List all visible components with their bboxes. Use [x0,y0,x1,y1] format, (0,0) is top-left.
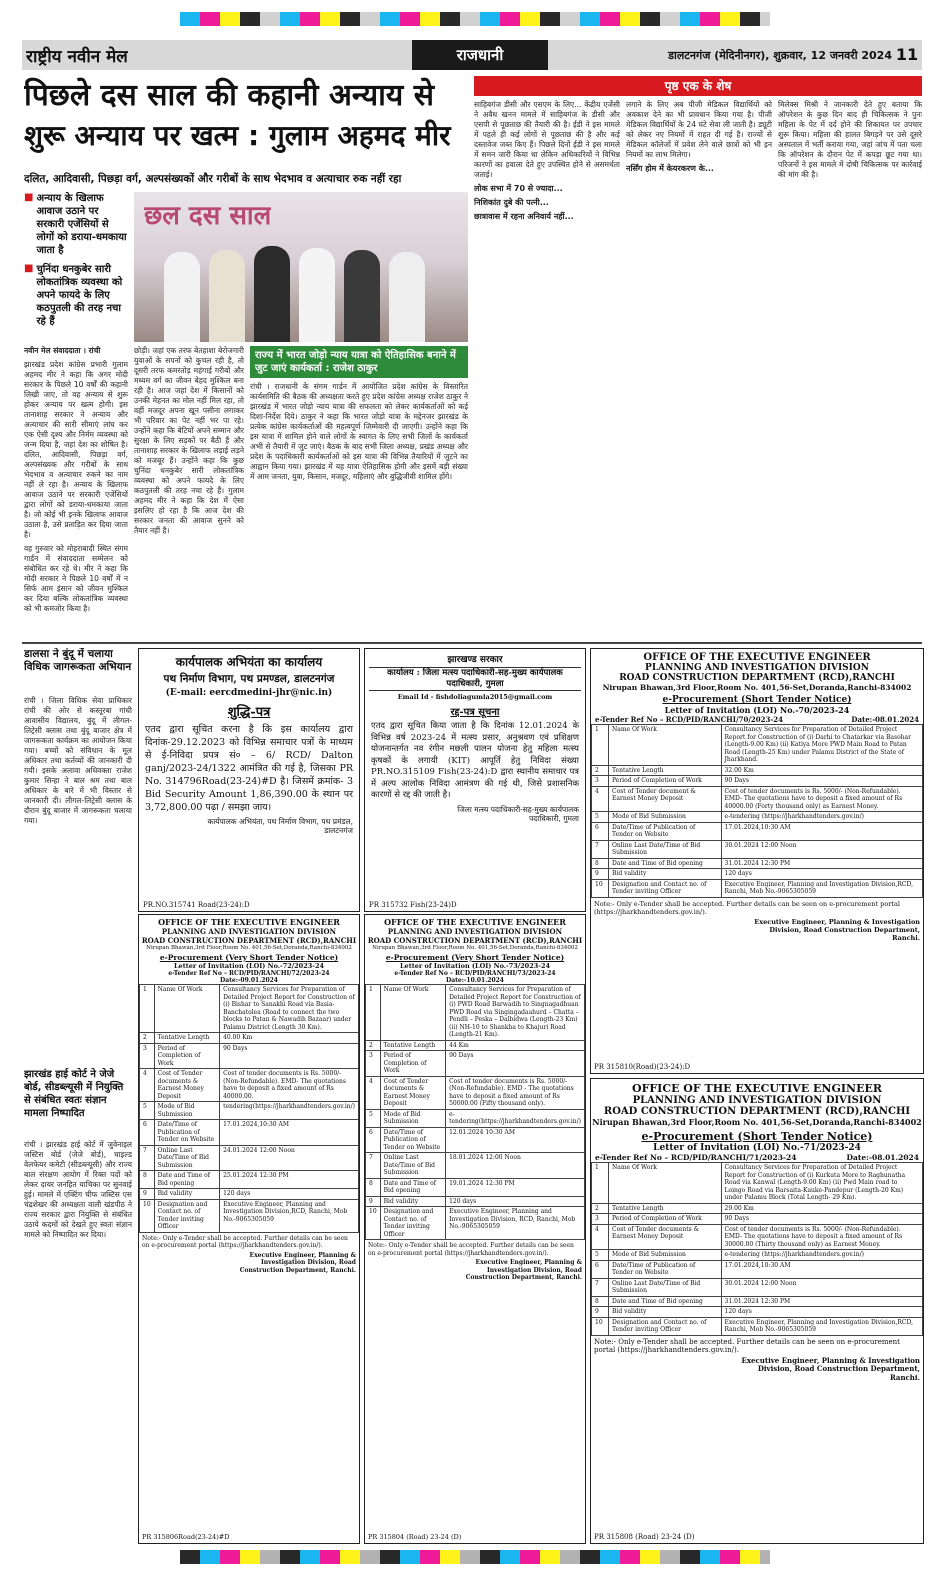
tender-row [366,1051,585,1077]
tender-row-label: Designation and Contact no. of Tender inviting Officer [154,1199,219,1232]
tender-72-ad [138,914,360,1544]
dateline: डालटनगंज (मेदिनीनगर), शुक्रवार, 12 जनवरी 2024 [668,49,892,62]
tender-row [366,1196,585,1207]
tender-row-label: Bid validity [609,869,722,880]
tender-row-value: 19.01.2024 12:30 PM [446,1178,585,1196]
tender-row-label: Date and Time of Bid opening [154,1171,219,1189]
tender-table [139,984,359,1233]
continued-subhead: लोक सभा में 70 से ज्यादा... [474,184,563,193]
tender-row-label: Date and Time of Bid opening [609,1296,722,1307]
tender-row [592,1163,923,1204]
section-label: राजधानी [456,46,504,64]
tender-row-label: Online Last Date/Time of Bid Submission [609,840,722,858]
tender-row [140,1120,359,1146]
tender-row [592,822,923,840]
lead-body-para: वह गुरुवार को मोहराबादी स्थित संगम गार्डन में संवाददाता सम्मेलन को संबोधित कर रहे थे। मीर ने कहा कि मोदी सरकार ने पिछले 10 वर्षों में न सिर्फ आम इंसान को जीवन मुश्किल कर दिया बल्कि लोकतांत्रिक व्यवस्था को भी कमजोर किया है। [24,544,128,613]
tender-signature: Executive Engineer, Planning & Investigation Division, Road Construction Department, Ranchi. [465,1259,582,1281]
tender-row-label: Online Last Date/Time of Bid Submission [380,1153,445,1179]
tender-row-number: 6 [592,1260,609,1278]
section-divider [22,642,922,644]
cancel-gov: झारखण्ड सरकार [447,655,503,665]
tender-row [592,765,923,776]
continued-text: साहिबगंज डीसी और एसएम के लिए... केंद्रीय एजेंसी ने अवैध खनन मामले में साहिबगंज के डीसी और एसपी से पूछताछ की तैयारी की है। ईडी ने इस मामले में पहले ही कई लोगों से पूछताछ की है और कई दस्तावेज जब्त किए हैं। पिछले दिनों ईडी ने इस मामले में समन जारी किया था लेकिन अधिकारियों ने विभिन्न कारणों का हवाला देते हुए उपस्थित होने से असमर्थता जताई। [474,100,620,179]
tender-loi: Letter of Invitation (LOI) No.-72/2023-24 [173,962,324,970]
tender-row-number: 2 [592,765,609,776]
page-number: 11 [895,45,919,64]
tender-row [366,1109,585,1127]
lead-subhead: दलित, आदिवासी, पिछड़ा वर्ग, अल्पसंख्यकों और गरीबों के साथ भेदभाव व अत्याचार रुक नहीं रहा [24,173,402,185]
tender-row [366,1153,585,1179]
tender-table [365,984,585,1240]
tender-pr: PR 315806Road(23-24)#D [142,1533,230,1541]
tender-row-value: 90 Days [721,776,922,787]
yatra-headline: राज्य में भारत जोड़ो न्याय यात्रा को ऐतिहासिक बनाने में जुट जाएं कार्यकर्ता : राजेश ठाकुर [255,350,456,374]
tender-row-number: 4 [592,1224,609,1250]
tender-row-label: Bid validity [609,1307,722,1318]
court-body [24,1140,132,1540]
lead-headline-line2: शुरू अन्याय पर खत्म : गुलाम अहमद मीर [24,119,451,152]
tender-loi: Letter of Invitation (LOI) No.-71/2023-24 [653,1143,861,1153]
tender-row-number: 7 [592,840,609,858]
tender-row-label: Cost of Tender documents & Earnest Money Deposit [154,1069,219,1102]
tender-row-value: 31.01.2024 12:30 PM [721,858,922,869]
cancel-pr: PR 315732 Fish(23-24)D [369,901,457,909]
tender-note: Note:- Only e-Tender shall be accepted. Further details can be seen on e-procurement portal (https://jharkhandtenders.gov.in/). [594,1337,900,1354]
tender-ref-row [591,715,923,724]
tender-row-number: 4 [140,1069,155,1102]
tender-row-value: 90 Days [721,1214,922,1225]
tender-70-ad [590,648,924,1074]
tender-row-value: e-tendering (https://jharkhandtenders.gov.in/) [721,812,922,823]
tender-address: Nirupan Bhawan,3rd Floor,Room No. 401,56-Set,Doranda,Ranchi-834002 [146,945,352,951]
tender-row [366,1040,585,1051]
tender-signature: Executive Engineer, Planning & Investigation Division, Road Construction Department, Ranchi. [239,1251,356,1274]
tender-type: e-Procurement (Very Short Tender Notice) [385,953,565,962]
tender-row-number: 10 [366,1207,381,1240]
tender-row-value: Cost of tender documents is Rs. 5000/-(Non-Refundable). EMD - The quotations have to deposit a fixed amount of Rs 50000.00 (Fifty thousand only). [446,1076,585,1109]
tender-row-label: Tentative Length [609,765,722,776]
continued-heading: पृष्ठ एक के शेष [664,79,732,93]
tender-row-number: 1 [366,985,381,1041]
tender-row [592,1224,923,1250]
tender-row-label: Period of Completion of Work [609,1214,722,1225]
tender-row-number: 8 [140,1171,155,1189]
paper-name: राष्ट्रीय नवीन मेल [26,47,128,67]
tender-row-label: Designation and Contact no. of Tender inviting Officer [609,879,722,897]
tender-row-label: Name Of Work [609,1163,722,1204]
tender-date: Date:-08.01.2024 [851,715,919,724]
tender-row-label: Tentative Length [154,1033,219,1044]
lead-body-col1 [24,346,128,638]
tender-type: e-Procurement (Short Tender Notice) [641,1130,873,1143]
tender-row [140,1189,359,1200]
tender-row [592,1296,923,1307]
tender-row [592,840,923,858]
tender-row [140,1145,359,1171]
tender-row-number: 3 [366,1051,381,1077]
tender-row-number: 5 [592,1250,609,1261]
tender-row-label: Cost of Tender document & Earnest Money Deposit [609,786,722,812]
lead-body-para: झारखंड प्रदेश कांग्रेस प्रभारी गुलाम अहमद मीर ने कहा कि अगर मोदी सरकार के पिछले 10 वर्षों की कहानी लिखी जाए, तो वह अन्याय से शुरू होकर अन्याय पर खत्म होगी। इस तानाशाह सरकार ने अन्याय और अत्याचार की सारी सीमाएं लांघ कर एक ऐसी दृश्य और निर्मम व्यवस्था को जन्म दिया है, जहां देश का शोषित है। दलित, आदिवासी, पिछड़ा वर्ग, अल्पसंख्यक और गरीबों के साथ भेदभाव व अत्याचार रुकने का नाम नहीं ले रहा है। अन्याय के खिलाफ आवाज उठाने पर सरकारी एजेंसियों द्वारा लोगों को डराया-धमकाया जाता है। जो कोई भी इनके खिलाफ आवाज उठाता है, उसे प्रताड़ित कर दिया जाता है। [24,360,128,539]
tender-row-number: 9 [592,1307,609,1318]
tender-division: PLANNING AND INVESTIGATION DIVISION [387,927,563,936]
tender-row-value: 18.01.2024 12:00 Noon [446,1153,585,1179]
continued-col3 [778,100,922,640]
tender-row-value: Cost of tender documents is Rs. 5000/- (Non-Refundable). EMD- The quotations have to deposit a fixed amount of Rs 30000.00 (Thirty thousand only) as Earnest Money. [721,1224,922,1250]
cancel-email: Email Id - fishdoliagumla2015@gmail.com [397,693,553,701]
tender-row-number: 8 [592,858,609,869]
tender-row-number: 1 [592,1163,609,1204]
tender-department: ROAD CONSTRUCTION DEPARTMENT (RCD),RANCHI [619,673,895,683]
tender-row-value: 17.01.2024,10:30 AM [721,1260,922,1278]
tender-row-value: e-tendering(https://jharkhandtenders.gov.in/) [446,1109,585,1127]
corrigendum-dept: पथ निर्माण विभाग, पथ प्रमण्डल, डालटनगंज [163,673,335,685]
cancel-body: एतद द्वारा सूचित किया जाता है कि दिनांक 12.01.2024 के विभिन्न वर्ष 2023-24 में मत्स्य प्रसार, अनुश्रवण एवं प्रशिक्षण योजनान्तर्गत नव रंगीन मछली पालन योजना हेतु महिला मत्स्य कृषकों के लगायी (KIT) आपूर्ति हेतु निविदा संख्या PR.NO.315109 Fish(23-24):D द्वारा स्थानीय समाचार पत्र में अल्प आलोक निविदा आमंत्रण की गई थी, जिसे प्रशासनिक कारणों से रद्द की जाती है। [371,721,579,800]
tender-row-value: 12.01.2024 10:30 AM [446,1127,585,1153]
tender-row-label: Date/Time of Publication of Tender on Website [609,822,722,840]
continued-subhead: निशिकांत दुबे की पत्नी... [474,198,549,207]
tender-row-number: 9 [140,1189,155,1200]
tender-date: Date:-08.01.2024 [846,1153,919,1162]
tender-row-label: Mode of Bid Submission [609,1250,722,1261]
tender-71-ad [590,1078,924,1544]
dalsa-body-text: रांची । जिला विधिक सेवा प्राधिकार रांची की ओर से कस्तूरबा गांधी आवासीय विद्यालय, बुंदू में लीगल-लिट्रेसी क्लास तथा बुंदू बाजार क्षेत्र में जागरूकता कार्यक्रम का आयोजन किया गया। बच्चों को संविधान के मूल अधिकार तथा कर्तव्यों की जानकारी दी गयी। इसके अलावा अधिवक्ता राजेश कुमार सिन्हा ने बाल श्रम तथा बाल अधिकार के बारे में भी विस्तार से जानकारी दी। लीगल-लिट्रेसी क्लास के दौरान बुंदू बाजार में जागरूकता चलाया गया। [24,696,132,825]
masthead [22,40,922,70]
tender-row [592,1317,923,1335]
tender-row [592,869,923,880]
tender-pr: PR 315810(Road)(23-24):D [594,1063,691,1071]
photo-banner-text: छल दस साल [144,201,272,231]
section-tab [412,40,548,70]
tender-signature: Executive Engineer, Planning & Investigation Division, Road Construction Department, Ranchi. [741,1355,920,1382]
lead-body-para: छोड़ी। जहां एक तरफ बेतहाशा बेरोजगारी युवाओं के सपनों को कुचल रही है, तो दूसरी तरफ कमरतोड़ महंगाई गरीबों और मध्यम वर्ग का जीवन बेहद मुश्किल बना रही है। आज जहां देश में किसानों को उनकी मेहनत का मोल नहीं मिल रहा, तो वहीं मजदूर अपना खून पसीना लगाकर भी परिवार का पेट नहीं भर पा रहे। उन्होंने कहा कि बेटियों अपने सम्मान और सुरक्षा के लिए सड़कों पर बैठी हैं और तानाशाह सरकार के खिलाफ लड़ाई लड़ने को मजबूर हैं। उन्होंने कहा कि कुछ चुनिंदा धनकुबेर सारी लोकतांत्रिक व्यवस्था को अपने फायदे के लिए कठपुतली की तरह नचा रहे हैं। गुलाम अहमद मीर ने कहा कि देश में ऐसा इसलिए हो रहा है कि आज देश की सरकार जनता की आवाज सुनने को तैयार नहीं है। [134,346,244,535]
tender-row-label: Period of Completion of Work [609,776,722,787]
tender-pr: PR 315804 (Road) 23-24 (D) [368,1533,462,1541]
tender-row-value: Executive Engineer, Planning and Investigation Division,RCD, Ranchi, Mob No.-9065305059 [220,1199,359,1232]
tender-row-value: Consultancy Services for Preparation of Detailed Project Report for Construction of (i) PWD Road Barwadih to Singnagadhuan PWD Road via Singingadaahurd – Chatta – Pendli – Peska – Dalbidwa (Length-23 Km) (ii) NH-10 to Shankha to Khajuri Road (Length-21 Km). [446,985,585,1041]
tender-row-label: Name Of Work [380,985,445,1041]
tender-row [140,1102,359,1120]
tender-row-value: 17.01.2024,10:30 AM [721,822,922,840]
yatra-headline-box [250,346,468,378]
tender-row-value: Consultancy Services for Preparation of Detailed Project Report for Construction of (i) Darhi to Chatarkar via Basohar (Length-9.00 Km) (ii) Katiya More PWD Main Road to Patan Road (Length-25 Km) under Palamu District of the State of Jharkhand. [721,725,922,766]
bullet-square-icon: ■ [24,263,34,274]
tender-row-number: 5 [140,1102,155,1120]
corrigendum-body: एतद द्वारा सूचित करना है कि इस कार्यालय द्वारा दिनांक-29.12.2023 को विभिन्न समाचार पत्रों के माध्यम से ई-निविदा प्रपत्र सं० – 6/ RCD/ Dalton ganj/2023-24/1322 आमंत्रित की गई है, जिसका PR No. 314796Road(23-24)#D है। जिसमें क्रमांक- 3 Bid Security Amount 1,86,390.00 के स्थान पर 3,72,800.00 पढ़ा / समझा जाय। [145,724,353,813]
tender-department: ROAD CONSTRUCTION DEPARTMENT (RCD),RANCHI [367,936,583,945]
tender-row [592,725,923,766]
tender-row-number: 4 [366,1076,381,1109]
continued-subhead: छात्रावास में रहना अनिवार्य नहीं... [474,212,574,221]
tender-row-number: 7 [366,1153,381,1179]
tender-division: PLANNING AND INVESTIGATION DIVISION [645,663,869,673]
corrigendum-signature: कार्यपालक अभियंता, पथ निर्माण विभाग, पथ प्रमंडल, डालटनगंज [207,817,353,835]
tender-row-label: Date/Time of Publication of Tender on Website [154,1120,219,1146]
tender-row [592,879,923,897]
tender-row-label: Name Of Work [609,725,722,766]
tender-73-ad [364,914,586,1544]
tender-loi: Letter of Invitation (LOI) No.-70/2023-24 [664,705,850,715]
tender-row-value: Executive Engineer, Planning and Investigation Division, RCD, Ranchi, Mob No.-9065305059 [446,1207,585,1240]
tender-row [592,812,923,823]
tender-row [140,1171,359,1189]
tender-row [592,1250,923,1261]
tender-row [140,985,359,1033]
lead-bullets [24,192,128,342]
tender-row [592,1307,923,1318]
tender-note: Note:- Only e-Tender shall be accepted. Further details can be seen on e-procurement portal (https://jharkhandtenders.gov.in/). [142,1234,348,1249]
tender-office: OFFICE OF THE EXECUTIVE ENGINEER [384,917,566,927]
tender-row [592,1260,923,1278]
tender-row-label: Date and Time of Bid opening [380,1178,445,1196]
tender-row-number: 2 [140,1033,155,1044]
tender-row-value: 120 days [721,869,922,880]
lead-body-col2 [134,346,244,638]
tender-row-value: tendering(https://jharkhandtenders.gov.in/) [220,1102,359,1120]
tender-row-label: Period of Completion of Work [154,1043,219,1069]
tender-row-label: Mode of Bid Submission [380,1109,445,1127]
tender-row-value: 29.00 Km [721,1203,922,1214]
tender-row-label: Online Last Date/Time of Bid Submission [154,1145,219,1171]
lead-photo [134,192,468,342]
tender-department: ROAD CONSTRUCTION DEPARTMENT (RCD),RANCHI [141,936,357,945]
tender-row-value: 25.01.2024 12:30 PM [220,1171,359,1189]
tender-office: OFFICE OF THE EXECUTIVE ENGINEER [631,1082,882,1095]
corrigendum-title: शुद्धि-पत्र [227,705,271,720]
tender-row-number: 8 [366,1178,381,1196]
tender-row-label: Date/Time of Publication of Tender on Website [380,1127,445,1153]
tender-row-value: Executive Engineer, Planning and Investigation Division,RCD, Ranchi, Mob No.-9065305059 [721,879,922,897]
tender-office: OFFICE OF THE EXECUTIVE ENGINEER [158,917,340,927]
photo-people [154,242,454,342]
tender-ref: e-Tender Ref No – RCD/PID/RANCHI/72/2023-24 Date:-09.01.2024 [168,970,330,984]
cancel-title: रद्द-पत्र सूचना [450,707,500,718]
tender-row-number: 1 [592,725,609,766]
tender-row-number: 5 [592,812,609,823]
tender-row [140,1199,359,1232]
yatra-body-text: रांची । राजधानी के संगम गार्डन में आयोजित प्रदेश कांग्रेस के विस्तारित कार्यसमिति की बैठक की अध्यक्षता करते हुए प्रदेश कांग्रेस अध्यक्ष राजेश ठाकुर ने झारखंड में भारत जोड़ो न्याय यात्रा की सफलता को लेकर कार्यकर्ताओं को कई दिशा-निर्देश दिये। ठाकुर ने कहा कि भारत जोड़ो यात्रा के मद्देनजर झारखंड के प्रत्येक कांग्रेस कार्यकर्ताओं की महत्वपूर्ण जिम्मेवारी दी जाएगी। उन्होंने कहा कि इस यात्रा में शामिल होने वाले लोगों के स्वागत के लिए सभी जिलों के कार्यकर्ता अभी से तैयारी में जुट जाएं। बैठक के बाद सभी जिला अध्यक्ष, प्रखंड अध्यक्ष और प्रदेश के पदाधिकारी कार्यकर्ताओं को इस यात्रा की विभिन्न तैयारियों में जुटने का आह्वान किया गया। झारखंड में यह यात्रा ऐतिहासिक होगी और इसमें बड़ी संख्या में आम जनता, युवा, किसान, मजदूर, महिलाएं और बुद्धिजीवी शामिल होंगे। [250,382,468,481]
tender-division: PLANNING AND INVESTIGATION DIVISION [161,927,337,936]
tender-row-value: Cost of tender documents is Rs. 5000/- (Non-Refundable). EMD- The quotations have to deposit a fixed amount of Rs 40000.00. [220,1069,359,1102]
tender-row-number: 8 [592,1296,609,1307]
bullet-text: चुनिंदा धनकुबेर सारी लोकतांत्रिक व्यवस्था को अपने फायदे के लिए कठपुतली की तरह नचा रहे हैं [36,264,123,327]
corrigendum-office: कार्यपालक अभियंता का कार्यालय [175,655,323,669]
bullet-item [24,263,128,328]
tender-row-number: 1 [140,985,155,1033]
tender-ref: e-Tender Ref No – RCD/PID/RANCHI/71/2023-24 [595,1153,797,1162]
tender-row-value: Consultancy Services for Preparation of Detailed Project Report for Construction of (i) Bishar to Sanakhi Road via Basia-Banchatolea (Road to connect the two blocks to Patan & Nawadih Bazaar) under Palamu District (Length 30 Km). [220,985,359,1033]
tender-row [592,786,923,812]
tender-row-label: Period of Completion of Work [380,1051,445,1077]
tender-row-label: Tentative Length [380,1040,445,1051]
tender-row-label: Name Of Work [154,985,219,1033]
corrigendum-email: (E-mail: eercdmedini-jhr@nic.in) [165,688,333,698]
tender-signature: Executive Engineer, Planning & Investigation Division, Road Construction Department, Ranchi. [754,917,920,942]
tender-row-number: 7 [592,1278,609,1296]
tender-note: Note:- Only e-Tender shall be accepted. Further details can be seen on e-procurement portal (https://jharkhandtenders.gov.in/). [594,899,900,916]
tender-row-number: 10 [592,879,609,897]
tender-row-value: 44 Km [446,1040,585,1051]
tender-row-value: Consultancy Services for Preparation of Detailed Project Report for Construction of (i) Kurkuta More to Raghunatha Road via Kanwal (Length-9.00 Km) (ii) Pwd Main road to Loingo Road via Barsaita-Kauke-Pandepur (Length-20 Km) under Palamu Block (Total Length- 29 Km). [721,1163,922,1204]
tender-ref: e-Tender Ref No – RCD/PID/RANCHI/73/2023-24 Date:-10.01.2024 [394,970,556,984]
dalsa-body [24,696,132,1062]
tender-row-value: Executive Engineer, Planning and Investigation Division,RCD, Ranchi, Mob No.-9065305059 [721,1317,922,1335]
tender-address: Nirupan Bhawan,3rd Floor,Room No. 401,56-Set,Doranda,Ranchi-834002 [602,683,912,692]
tender-row-value: 120 days [446,1196,585,1207]
tender-row [592,776,923,787]
tender-row-number: 2 [592,1203,609,1214]
corrigendum-ad [138,648,360,912]
lead-headline-line1: पिछले दस साल की कहानी अन्याय से [24,78,435,113]
tender-row-value: 32.00 Km [721,765,922,776]
cancel-signature: जिला मत्स्य पदाधिकारी-सह-मुख्य कार्यपालक पदाधिकारी, गुमला [457,804,579,823]
tender-table [591,724,923,898]
tender-row-label: Date/Time of Publication of Tender on Website [609,1260,722,1278]
tender-pr: PR 315808 (Road) 23-24 (D) [594,1533,695,1541]
continued-subhead: नर्सिंग होम में केयरकरण के... [626,164,714,173]
tender-row [592,858,923,869]
tender-row-number: 3 [592,776,609,787]
tender-department: ROAD CONSTRUCTION DEPARTMENT (RCD),RANCHI [603,1106,911,1117]
tender-row-value: 120 days [220,1189,359,1200]
continued-text: मिलेक्स मिश्री ने जानकारी देते हुए बताया कि ऑपरेशन के कुछ दिन बाद ही चिकित्सक ने पुनः महिला के पेट में दर्द होने की शिकायत पर उपचार शुरू किया। महिला की हालत बिगड़ने पर उसे दूसरे अस्पताल में भर्ती कराया गया, जहां जांच में पता चला कि ऑपरेशन के दौरान पेट में कपड़ा छूट गया था। परिजनों ने इस मामले में दोषी चिकित्सक पर कार्रवाई की मांग की है। [778,100,922,179]
cancel-notice-ad [364,648,586,912]
tender-row-label: Cost of Tender documents & Earnest Money Deposit [380,1076,445,1109]
tender-row-number: 10 [140,1199,155,1232]
tender-row [140,1043,359,1069]
corrigendum-pr: PR.NO.315741 Road(23-24):D [143,901,250,909]
yatra-body [250,382,468,638]
tender-row-value: 40.00 Km [220,1033,359,1044]
tender-row-number: 3 [140,1043,155,1069]
tender-row-number: 10 [592,1317,609,1335]
tender-office: OFFICE OF THE EXECUTIVE ENGINEER [643,652,871,663]
tender-row [366,1207,585,1240]
tender-row [366,1127,585,1153]
tender-row-value: e-tendering (https://jharkhandtenders.gov.in/) [721,1250,922,1261]
tender-row-value: 17.01.2024,10:30 AM [220,1120,359,1146]
tender-row-value: 90 Days [220,1043,359,1069]
tender-row [140,1033,359,1044]
tender-row-label: Date and Time of Bid opening [609,858,722,869]
tender-row-number: 4 [592,786,609,812]
tender-row [366,985,585,1041]
bullet-item [24,192,128,257]
tender-row-number: 6 [366,1127,381,1153]
tender-row-label: Bid validity [154,1189,219,1200]
tender-row-label: Bid validity [380,1196,445,1207]
tender-row [366,1178,585,1196]
tender-row-value: 24.01.2024 12:00 Noon [220,1145,359,1171]
tender-row-number: 6 [592,822,609,840]
tender-address: Nirupan Bhawan,3rd Floor,Room No. 401,56-Set,Doranda,Ranchi-834002 [592,1117,922,1127]
tender-row-label: Online Last Date/Time of Bid Submission [609,1278,722,1296]
tender-row-value: 30.01.2024 12:00 Noon [721,840,922,858]
tender-table [591,1162,923,1336]
tender-row [140,1069,359,1102]
tender-row-number: 9 [592,869,609,880]
dalsa-headline: डालसा ने बुंदू में चलाया विधिक जागरूकता अभियान [24,648,132,673]
tender-loi: Letter of Invitation (LOI) No.-73/2023-24 [399,962,550,970]
tender-row-number: 2 [366,1040,381,1051]
tender-type: e-Procurement (Short Tender Notice) [662,695,852,705]
tender-row [592,1214,923,1225]
tender-row-number: 9 [366,1196,381,1207]
tender-row-value: 90 Days [446,1051,585,1077]
tender-row-label: Mode of Bid Submission [609,812,722,823]
tender-row-label: Cost of Tender documents & Earnest Money Deposit [609,1224,722,1250]
tender-row-label: Designation and Contact no. of Tender inviting Officer [609,1317,722,1335]
lead-byline: नवीन मेल संवाददाता । रांची [24,346,101,355]
cancel-office: कार्यालय : जिला मत्स्य पदाधिकारी-सह-मुख्य कार्यपालक पदाधिकारी, गुमला [369,667,581,691]
tender-row-value: 31.01.2024 12:30 PM [721,1296,922,1307]
tender-ref-row [591,1153,923,1162]
bullet-square-icon: ■ [24,192,34,203]
tender-ref: e-Tender Ref No – RCD/PID/RANCHI/70/2023-24 [595,715,784,724]
tender-row [592,1203,923,1214]
continued-col2 [626,100,772,640]
tender-row [592,1278,923,1296]
tender-row-number: 3 [592,1214,609,1225]
tender-row-number: 6 [140,1120,155,1146]
bullet-text: अन्याय के खिलाफ आवाज उठाने पर सरकारी एजेंसियों से लोगों को डराया-धमकाया जाता है [36,193,127,256]
tender-type: e-Procurement (Very Short Tender Notice) [159,953,339,962]
continued-text: लगाने के लिए अब पीजी मेडिकल विद्यार्थियों को अवकाश देने का भी प्रावधान किया गया है। पीजी मेडिकल विद्यार्थियों के 24 घंटे सेवा ली जाती है। ड्यूटी को लेकर नए नियमों में राहत दी गई है। राज्यों से मेडिकल कॉलेजों में प्रवेश लेने वाले छात्रों को भी इन नियमों का लाभ मिलेगा। [626,100,772,159]
top-color-bar [180,12,770,26]
bottom-color-bar [180,1550,770,1564]
tender-note: Note:- Only e-Tender shall be accepted. Further details can be seen on e-procurement portal (https://jharkhandtenders.gov.in/). [368,1242,574,1257]
continued-col1 [474,100,620,640]
tender-row-number: 5 [366,1109,381,1127]
tender-row-label: Designation and Contact no. of Tender inviting Officer [380,1207,445,1240]
tender-address: Nirupan Bhawan,3rd Floor,Room No. 401,56-Set,Doranda,Ranchi-834002 [372,945,578,951]
tender-row-value: Cost of tender documents is Rs. 5000/- (Non-Refundable). EMD- The quotations have to deposit a fixed amount of Rs 40000.00 (Forty thousand only) as Earnest Money. [721,786,922,812]
tender-row-value: 120 days [721,1307,922,1318]
tender-row [366,1076,585,1109]
tender-row-label: Mode of Bid Submission [154,1102,219,1120]
court-body-text: रांची । झारखंड हाई कोर्ट में जुवेनाइल जस्टिस बोर्ड (जेजे बोर्ड), चाइल्ड वेलफेयर कमेटी (सीडब्ल्यूसी) और राज्य बाल संरक्षण आयोग में रिक्त पदों को लेकर दायर जनहित याचिका पर सुनवाई हुई। मामले में एक्टिंग चीफ जस्टिस एस चंद्रशेखर की अध्यक्षता वाली खंडपीठ ने राज्य सरकार द्वारा नियुक्ति से संबंधित उठाये कदमों को देखते हुए स्वतः संज्ञान मामले को निष्पादित कर दिया। [24,1140,132,1239]
tender-row-label: Tentative Length [609,1203,722,1214]
tender-row-value: 30.01.2024 12:00 Noon [721,1278,922,1296]
tender-row-number: 7 [140,1145,155,1171]
court-headline: झारखंड हाई कोर्ट ने जेजे बोर्ड, सीडब्ल्यूसी में नियुक्ति से संबंधित स्वतः संज्ञान मामला निष्पादित [24,1069,124,1119]
tender-division: PLANNING AND INVESTIGATION DIVISION [632,1095,882,1106]
continued-heading-bar [474,76,922,96]
